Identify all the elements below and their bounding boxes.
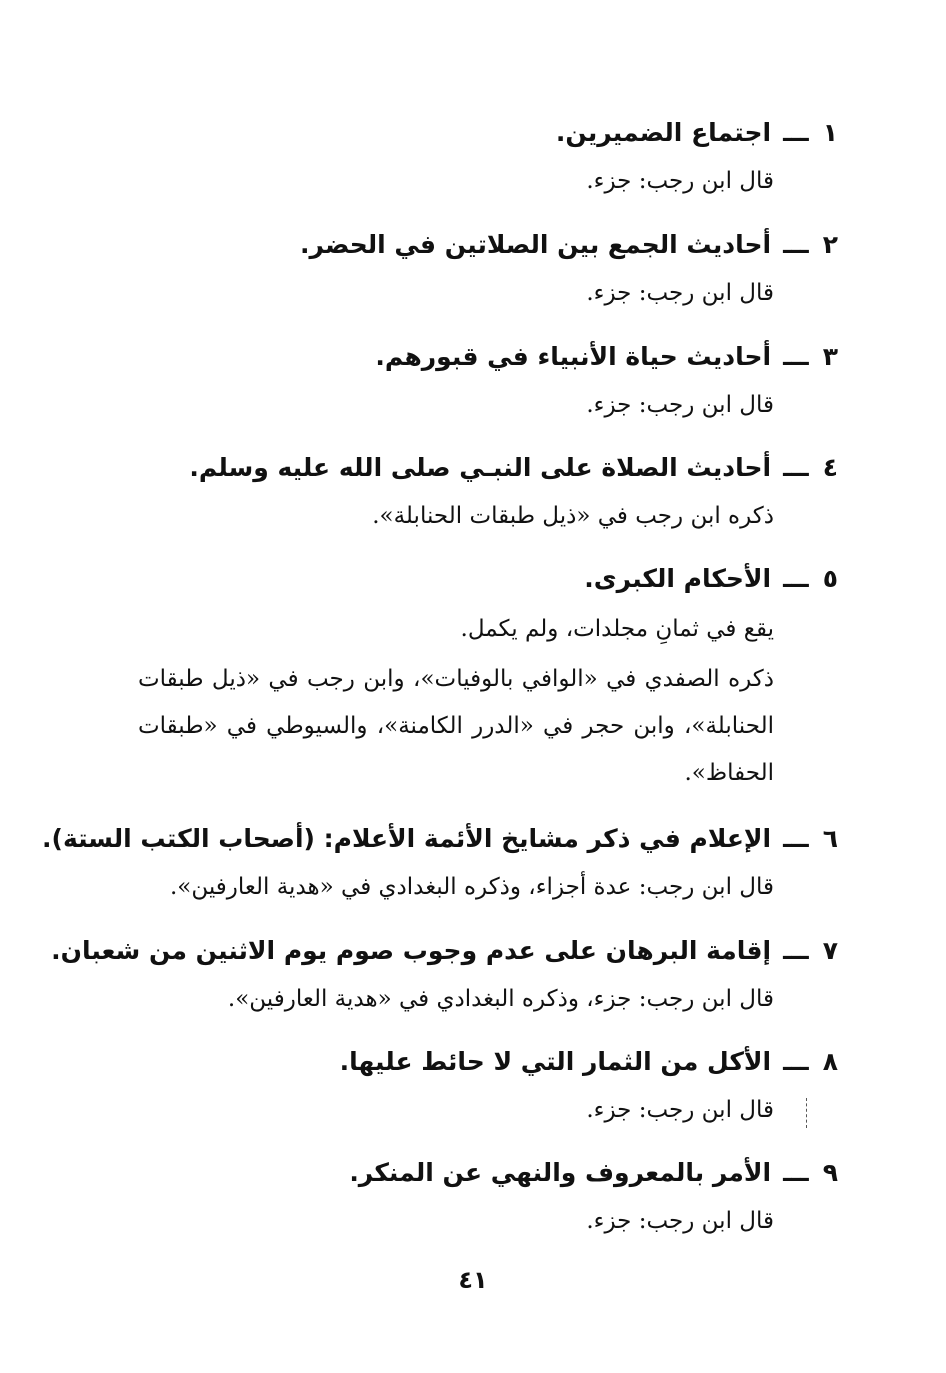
entry-dash: ـــ xyxy=(783,824,809,853)
note-line: يقع في ثمانِ مجلدات، ولم يكمل. xyxy=(460,616,774,642)
entry-title xyxy=(138,1156,838,1190)
entry-4 xyxy=(138,451,838,533)
entry-9 xyxy=(138,1156,838,1238)
entry-number: ٧ xyxy=(822,936,838,965)
entry-dash: ـــ xyxy=(783,1047,809,1076)
entry-number: ٥ xyxy=(822,564,838,593)
note-line: قال ابن رجب: جزء. xyxy=(586,280,774,306)
note-line: قال ابن رجب: جزء، وذكره البغدادي في «هدية العارفين». xyxy=(227,986,774,1012)
entry-number: ٤ xyxy=(822,453,838,482)
entry-note xyxy=(138,870,838,904)
entry-title-text: إقامة البرهان على عدم وجوب صوم يوم الاثنين من شعبان. xyxy=(51,936,772,965)
entry-title-text: أحاديث الجمع بين الصلاتين في الحضر. xyxy=(300,230,772,259)
entry-note xyxy=(138,1093,838,1127)
entry-note xyxy=(138,276,838,310)
entry-dash: ـــ xyxy=(783,230,809,259)
entry-title xyxy=(138,562,838,596)
entry-note xyxy=(138,388,838,422)
entry-title-text: الأحكام الكبرى. xyxy=(584,564,772,593)
entry-7 xyxy=(51,934,838,1016)
entry-dash: ـــ xyxy=(783,1158,809,1187)
entry-1 xyxy=(138,116,838,198)
entry-dash: ـــ xyxy=(783,453,809,482)
note-line: ذكره ابن رجب في «ذيل طبقات الحنابلة». xyxy=(372,503,774,529)
entry-2 xyxy=(138,228,838,310)
entry-note xyxy=(138,164,838,198)
entry-title xyxy=(51,934,838,968)
entry-note xyxy=(138,982,838,1016)
entry-note xyxy=(138,1204,838,1238)
entry-title-text: الأمر بالمعروف والنهي عن المنكر. xyxy=(349,1158,772,1187)
entry-title-text: أحاديث الصلاة على النبـي صلى الله عليه وسلم. xyxy=(189,453,772,482)
entry-note xyxy=(138,612,838,646)
entry-note xyxy=(138,499,838,533)
entry-title xyxy=(138,340,838,374)
entry-title-text: الأكل من الثمار التي لا حائط عليها. xyxy=(339,1047,772,1076)
entry-number: ١ xyxy=(822,118,838,147)
entry-title xyxy=(138,228,838,262)
entry-title xyxy=(138,1045,838,1079)
note-line: قال ابن رجب: جزء. xyxy=(586,1097,774,1123)
entry-6 xyxy=(42,822,838,904)
entry-number: ٩ xyxy=(822,1158,838,1187)
margin-mark xyxy=(806,1098,809,1128)
entry-dash: ـــ xyxy=(783,118,809,147)
note-line: قال ابن رجب: جزء. xyxy=(586,1208,774,1234)
entry-number: ٣ xyxy=(822,342,838,371)
entry-number: ٦ xyxy=(822,824,838,853)
entry-title-text: الإعلام في ذكر مشايخ الأئمة الأعلام: (أصحاب الكتب الستة). xyxy=(42,824,772,853)
note-line: قال ابن رجب: جزء. xyxy=(586,168,774,194)
entry-title-text: اجتماع الضميرين. xyxy=(555,118,772,147)
entry-dash: ـــ xyxy=(783,564,809,593)
entry-title xyxy=(138,451,838,485)
entry-5-paragraph: ذكره الصفدي في «الوافي بالوفيات»، وابن رجب في «ذيل طبقات الحنابلة»، وابن حجر في «الدرر الكامنة»، والسيوطي في «طبقات الحفاظ». xyxy=(138,666,774,786)
entry-dash: ـــ xyxy=(783,936,809,965)
entry-title xyxy=(138,116,838,150)
page-number: ٤١ xyxy=(458,1266,488,1294)
entry-5 xyxy=(138,562,838,646)
entry-title-text: أحاديث حياة الأنبياء في قبورهم. xyxy=(375,342,772,371)
entry-dash: ـــ xyxy=(783,342,809,371)
entry-3 xyxy=(138,340,838,422)
note-line: قال ابن رجب: جزء. xyxy=(586,392,774,418)
note-line: قال ابن رجب: عدة أجزاء، وذكره البغدادي في «هدية العارفين». xyxy=(169,874,774,900)
entry-number: ٢ xyxy=(822,230,838,259)
entry-8 xyxy=(138,1045,838,1127)
entry-title xyxy=(42,822,838,856)
entry-number: ٨ xyxy=(822,1047,838,1076)
